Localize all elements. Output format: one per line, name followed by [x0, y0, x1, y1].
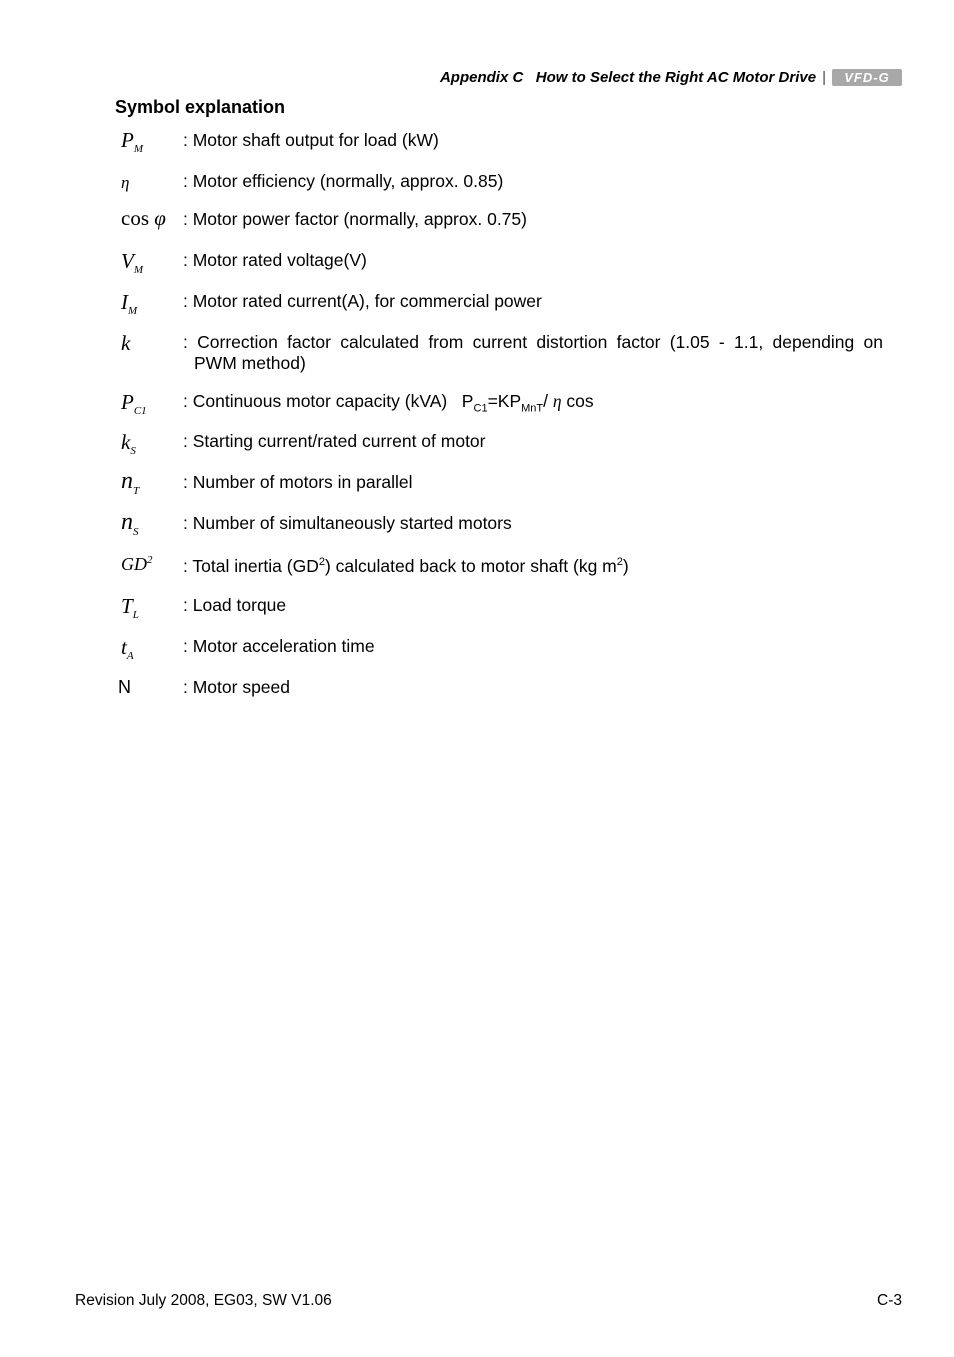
symbol-desc: : Motor rated voltage(V) — [183, 250, 367, 270]
header-separator: | — [822, 69, 826, 86]
symbol-ns: $n_S$ — [121, 509, 139, 538]
symbol-desc — [183, 332, 883, 374]
symbol-desc-line1: : Correction factor calculated from current distortion factor (1.05 - 1.1, depending on — [183, 332, 883, 352]
symbol-im: $I_M$ — [121, 290, 138, 318]
vfd-g-logo: VFD-G — [832, 69, 902, 86]
symbol-eta: η — [121, 173, 130, 192]
symbol-tl: $T_L$ — [121, 594, 139, 622]
symbol-gd2: $GD^2$ — [121, 554, 153, 574]
symbol-pm: $P_M$ — [121, 128, 143, 156]
footer-revision: Revision July 2008, EG03, SW V1.06 — [75, 1292, 332, 1309]
symbol-desc: : Load torque — [183, 595, 287, 615]
symbol-desc: : Motor rated current(A), for commercial power — [183, 291, 542, 311]
symbol-pc1: $P_{C1}$ — [121, 390, 147, 418]
symbol-k: k — [121, 331, 131, 355]
symbol-nt: $n_T$ — [121, 468, 140, 497]
symbol-desc: : Motor speed — [183, 677, 290, 697]
symbol-desc: : Motor acceleration time — [183, 636, 375, 656]
symbol-cosphi: cos φ — [121, 206, 166, 230]
symbol-ks: $k_S$ — [121, 430, 136, 458]
symbol-desc: : Motor efficiency (normally, approx. 0.85) — [183, 171, 504, 191]
symbol-desc-line2: PWM method) — [194, 353, 306, 373]
page-header — [440, 69, 902, 86]
symbol-desc: : Motor shaft output for load (kW) — [183, 130, 439, 150]
header-title: Appendix C How to Select the Right AC Motor Drive — [439, 69, 817, 86]
symbol-vm: $V_M$ — [121, 249, 143, 277]
symbol-n: N — [118, 677, 131, 697]
symbol-desc: : Continuous motor capacity (kVA) $P_{C1}=KP_{MnT}/$ η cos — [183, 391, 594, 415]
symbol-desc: : Motor power factor (normally, approx. 0.75) — [183, 209, 527, 229]
symbol-desc: : Number of simultaneously started motors — [183, 513, 512, 533]
symbol-desc: : Starting current/rated current of motor — [183, 431, 486, 451]
symbol-desc: : Number of motors in parallel — [183, 472, 413, 492]
page-number: C-3 — [877, 1292, 902, 1309]
page-footer — [75, 1292, 902, 1310]
section-heading: Symbol explanation — [115, 97, 286, 117]
symbol-desc: : Total inertia $(GD^2)$ calculated back to motor shaft (kg $m^2$) — [183, 555, 629, 576]
symbol-ta: $t_A$ — [121, 635, 134, 663]
